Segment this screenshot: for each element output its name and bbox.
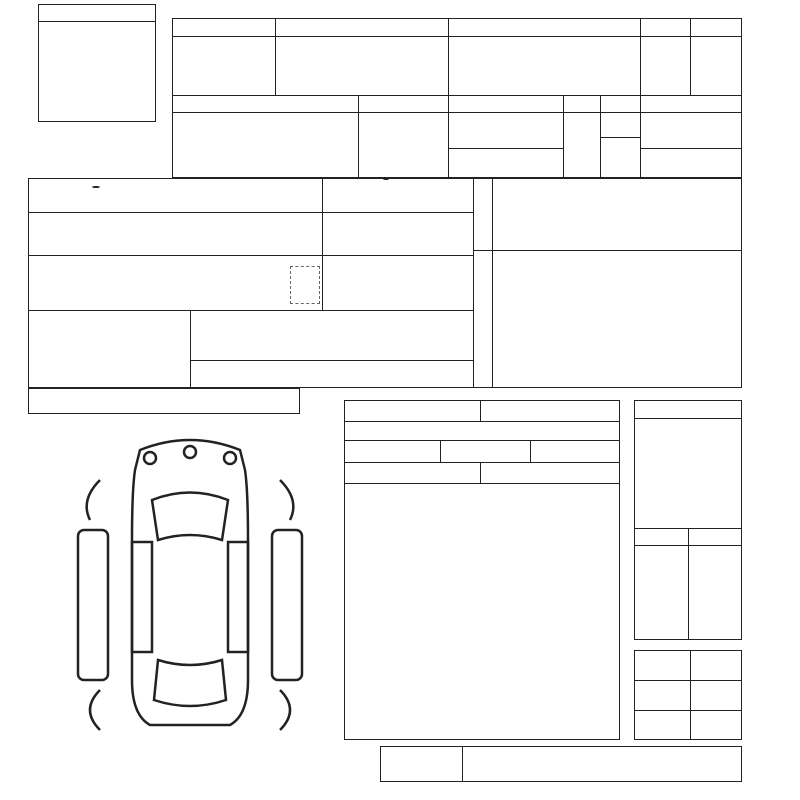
mileage-checkbox[interactable]	[290, 266, 320, 304]
history-block	[28, 178, 742, 388]
tools-box	[634, 650, 742, 740]
car-body-diagram	[70, 430, 310, 740]
vehicle-info-table	[172, 18, 742, 178]
lot-number-box	[38, 4, 156, 122]
shift-option-floor	[383, 178, 389, 180]
inspector-box	[344, 400, 620, 740]
recycle-box	[28, 388, 300, 414]
chassis-box	[380, 746, 742, 782]
history-private	[92, 186, 100, 188]
